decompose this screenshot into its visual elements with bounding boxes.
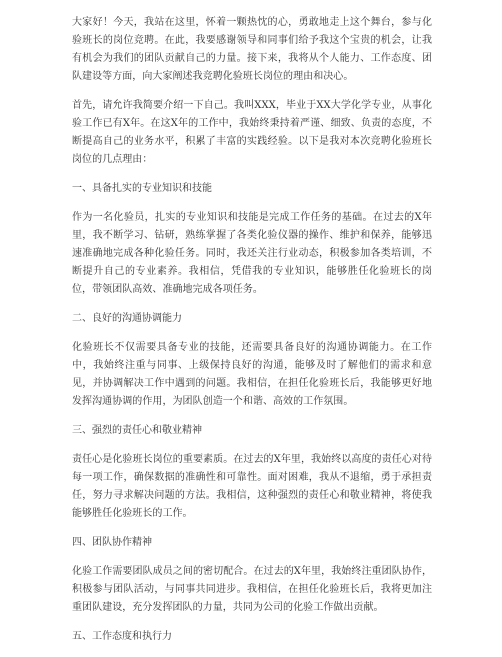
section-heading-2: 二、良好的沟通协调能力 [72,313,182,324]
document-page [72,14,432,657]
intro-paragraph-2: 首先，请允许我简要介绍一下自己。我叫XXX，毕业于XX大学化学专业，从事化验工作已有X年。在这X年的工作中，我始终秉持着严谨、细致、负责的态度，不断提高自己的业务水平，积累了丰富的实践经验。以下是我对本次竞聘化验班长岗位的几点理由： [72,100,432,165]
section-body-2: 化验班长不仅需要具备专业的技能，还需要具备良好的沟通协调能力。在工作中，我始终注重与同事、上级保持良好的沟通，能够及时了解他们的需求和意见，并协调解决工作中遇到的问题。我相信，在担任化验班长后，我能够更好地发挥沟通协调的作用，为团队创造一个和谐、高效的工作氛围。 [72,342,432,407]
section-body-3: 责任心是化验班长岗位的重要素质。在过去的X年里，我始终以高度的责任心对待每一项工作，确保数据的准确性和可靠性。面对困难，我从不退缩，勇于承担责任，努力寻求解决问题的方法。我相信，这种强烈的责任心和敬业精神，将使我能够胜任化验班长的工作。 [72,454,432,519]
intro-paragraph-1: 大家好！今天，我站在这里，怀着一颗热忱的心，勇敢地走上这个舞台，参与化验班长的岗位竞聘。在此，我要感谢领导和同事们给予我这个宝贵的机会，让我有机会为我们的团队贡献自己的力量。接下来，我将从个人能力、工作态度、团队建设等方面，向大家阐述我竞聘化验班长岗位的理由和决心。 [72,17,432,82]
section-heading-1: 一、具备扎实的专业知识和技能 [72,183,212,194]
section-heading-4: 四、团队协作精神 [72,537,152,548]
section-body-4: 化验工作需要团队成员之间的密切配合。在过去的X年里，我始终注重团队协作，积极参与团队活动，与同事共同进步。我相信，在担任化验班长后，我将更加注重团队建设，充分发挥团队的力量，共同为公司的化验工作做出贡献。 [72,566,432,613]
section-heading-5: 五、工作态度和执行力 [72,631,172,642]
section-heading-3: 三、强烈的责任心和敬业精神 [72,425,202,436]
section-body-1: 作为一名化验员，扎实的专业知识和技能是完成工作任务的基础。在过去的X年里，我不断学习、钻研，熟练掌握了各类化验仪器的操作、维护和保养，能够迅速准确地完成各种化验任务。同时，我还关注行业动态，积极参加各类培训，不断提升自己的专业素养。我相信，凭借我的专业知识，能够胜任化验班长的岗位，带领团队高效、准确地完成各项任务。 [72,212,432,295]
